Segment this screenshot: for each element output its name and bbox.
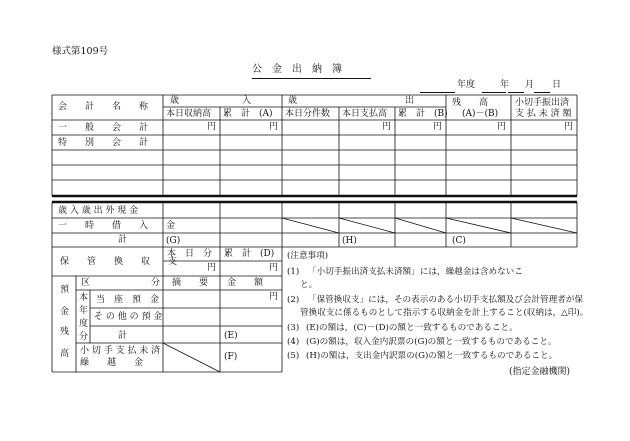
note-2-line-1: 「保管換収支」には，その表示のある小切手支払額及び会計管理者が保 — [308, 295, 584, 305]
note-3-num: (3) — [287, 323, 300, 333]
col-balance: 残 高 — [452, 98, 489, 108]
mark-f: (F) — [224, 352, 238, 362]
col-uncashed-2: 支 払 未 済 額 — [515, 109, 572, 119]
col-cumulative-a: 累 計 (A) — [223, 109, 273, 119]
deposit-char-4: 高 — [60, 349, 70, 359]
mark-e: (E) — [224, 331, 238, 341]
year-suffix: 年 — [500, 80, 510, 90]
note-5-num: (5) — [287, 351, 300, 361]
row-temporary-borrowing: 一 時 借 入 金 — [58, 221, 176, 231]
row-current-deposit: 当 座 預 金 — [96, 295, 160, 305]
row-other-deposit: そ の 他 の 預 金 — [94, 312, 163, 322]
col-summary: 摘 要 — [172, 278, 209, 288]
page-title: 公 金 出 納 簿 — [252, 64, 342, 75]
col-account-name: 会 計 名 称 — [58, 102, 149, 112]
month-label: 月 — [525, 80, 535, 90]
note-1-line-2: と。 — [300, 280, 318, 290]
current-year-char-2: 年 — [79, 306, 89, 316]
form-number: 様式第109号 — [52, 46, 109, 57]
row-custody-transfer: 保 管 換 収 支 — [60, 257, 178, 267]
mark-g: (G) — [166, 236, 181, 246]
note-3: (E)の額は，(C)－(D)の額と一致するものであること。 — [306, 323, 518, 333]
yen-mark: 円 — [564, 122, 574, 132]
col-today-d: 本 日 分 — [167, 249, 213, 259]
yen-mark: 円 — [269, 122, 279, 132]
notes-heading: (注意事項) — [287, 251, 329, 261]
row-uncashed-1: 小 切 手 支 払 未 済 — [80, 346, 161, 356]
col-cumulative-d: 累 計 (D) — [224, 249, 275, 259]
note-4: (G)の額は，収入金内訳票の(G)の額と一致するものであること。 — [306, 337, 557, 347]
yen-mark: 円 — [382, 122, 392, 132]
deposit-char-2: 金 — [60, 307, 70, 317]
row-subtotal: 計 — [118, 331, 128, 341]
kubun-char: 区 — [81, 278, 91, 288]
note-1-line-1: 「小切手振出済支払未済額」には，繰越金は含めないこ — [308, 267, 523, 277]
col-expenditure: 歳 出 — [288, 96, 415, 106]
yen-mark: 円 — [207, 263, 217, 273]
col-today-receipts: 本日収納高 — [166, 109, 212, 119]
mark-c: (C) — [452, 236, 466, 246]
col-today-orders: 本日分件数 — [285, 109, 331, 119]
note-2-num: (2) — [287, 295, 300, 305]
row-uncashed-2: 繰 越 金 — [80, 358, 144, 368]
designated-bank: (指定金融機関) — [509, 367, 571, 377]
current-year-char-3: 度 — [79, 319, 89, 329]
col-revenue: 歳 入 — [170, 96, 252, 106]
mark-h: (H) — [342, 236, 357, 246]
col-balance-formula: (A)－(B) — [462, 109, 499, 119]
day-label: 日 — [552, 80, 562, 90]
year-label: 年度 — [457, 80, 476, 90]
deposit-char-1: 預 — [60, 285, 70, 295]
current-year-char-4: 分 — [79, 332, 89, 342]
note-2-line-2: 管換収支に係るものとして指示する収納金を計上すること(収納は，△印)。 — [300, 308, 589, 318]
row-external-cash: 歳 入 歳 出 外 現 金 — [58, 206, 139, 216]
yen-mark: 円 — [269, 263, 279, 273]
bun-char: 分 — [151, 278, 161, 288]
col-cumulative-b: 累 計 (B) — [398, 109, 448, 119]
yen-mark: 円 — [497, 122, 507, 132]
col-uncashed-1: 小切手振出済 — [515, 98, 570, 108]
col-amount: 金 額 — [227, 278, 264, 288]
yen-mark: 円 — [207, 122, 217, 132]
current-year-char-1: 本 — [79, 293, 89, 303]
note-5: (H)の額は，支出金内訳票の(G)の額と一致するものであること。 — [306, 351, 558, 361]
note-1-num: (1) — [287, 267, 300, 277]
yen-mark: 円 — [433, 122, 443, 132]
note-4-num: (4) — [287, 337, 300, 347]
row-total: 計 — [118, 235, 128, 245]
row-special-account: 特 別 会 計 — [58, 138, 149, 148]
yen-mark: 円 — [269, 292, 279, 302]
deposit-char-3: 残 — [60, 327, 70, 337]
row-general-account: 一 般 会 計 — [58, 123, 149, 133]
col-today-payments: 本日支払高 — [342, 109, 388, 119]
